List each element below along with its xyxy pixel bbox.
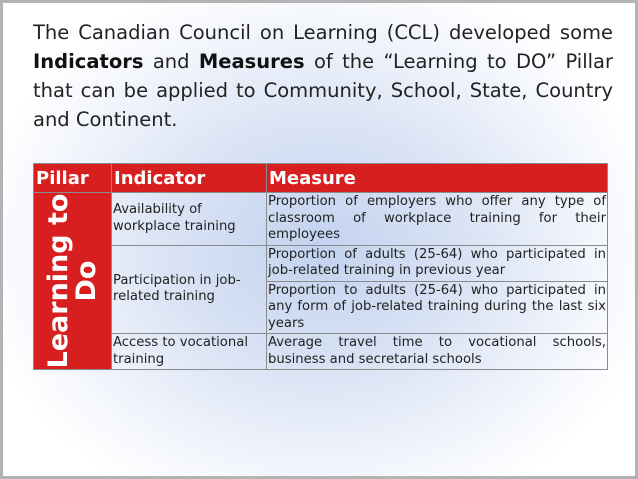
header-measure: Measure [267,164,608,193]
indicator-table [33,163,608,370]
header-indicator: Indicator [112,164,267,193]
measure-cell: Proportion to adults (25-64) who participated in any form of job-related training during the last six years [267,281,608,334]
intro-paragraph [33,18,613,134]
pillar-cell [34,193,112,370]
intro-measures: Measures [198,50,305,73]
intro-text-1: The Canadian Council on Learning (CCL) developed some [33,21,613,44]
indicator-cell: Participation in job-related training [112,245,267,334]
intro-text-2: of the “Learning to DO” Pillar that can be applied to Community, School, State, Country and Continent. [33,50,613,131]
table-row [34,245,608,281]
table-row [34,193,608,246]
table-header-row [34,164,608,193]
pillar-label [42,193,102,369]
measure-cell: Proportion of adults (25-64) who participated in job-related training in previous year [267,245,608,281]
measure-cell: Proportion of employers who offer any type of classroom of workplace training for their employees [267,193,608,246]
intro-indicators: Indicators [33,50,144,73]
indicator-cell: Availability of workplace training [112,193,267,246]
pillar-label-line1: Learning to [42,193,74,369]
table-row [34,334,608,370]
intro-and: and [143,50,199,73]
header-pillar: Pillar [34,164,112,193]
indicator-cell: Access to vocational training [112,334,267,370]
pillar-label-line2: Do [70,260,102,302]
measure-cell: Average travel time to vocational schools, business and secretarial schools [267,334,608,370]
